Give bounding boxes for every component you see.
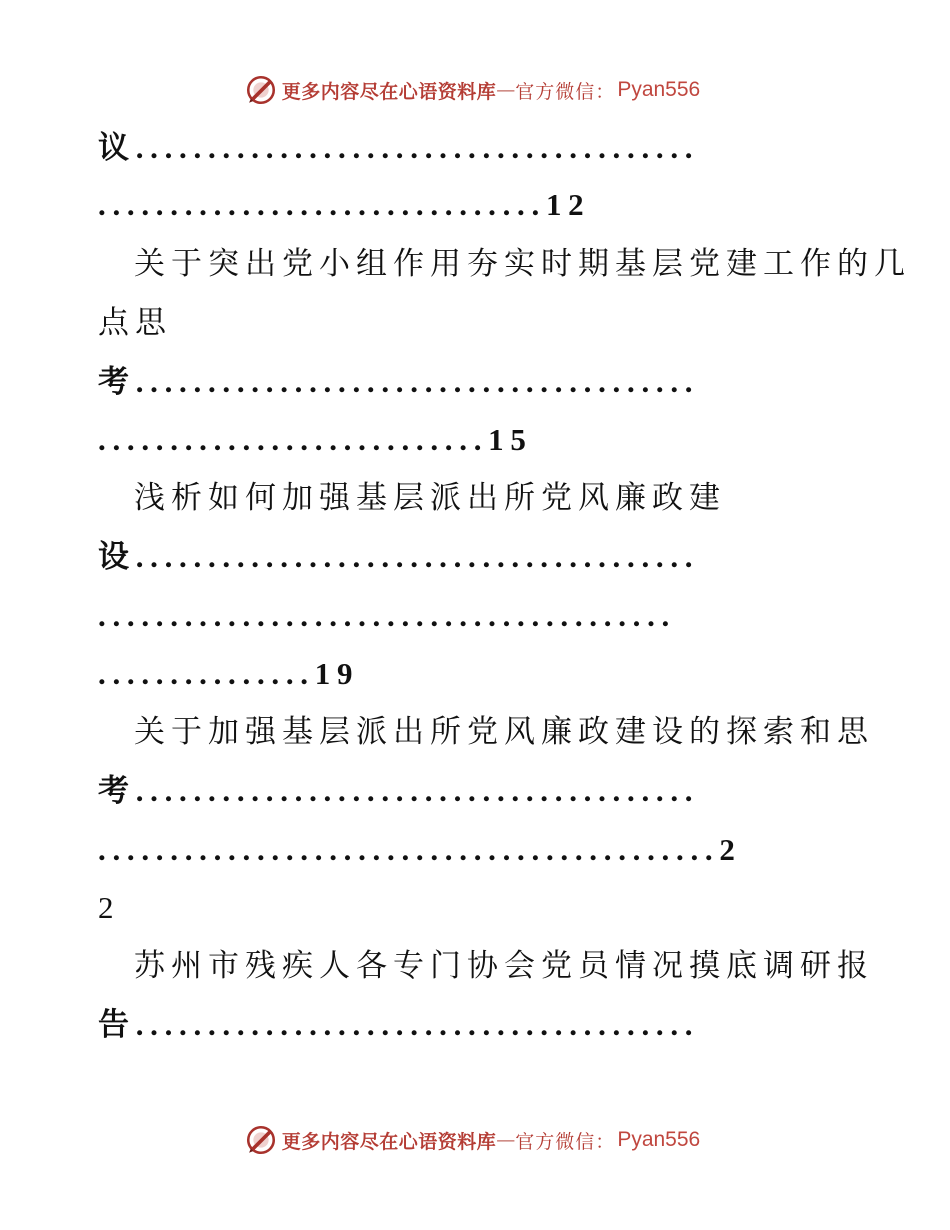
header-wechat-id: Pyan556 xyxy=(617,78,701,101)
header-slogan: 更多内容尽在心语资料库 xyxy=(281,80,497,103)
toc-line: ...........................................2 xyxy=(98,832,742,867)
toc-title: 苏州市残疾人各专门协会党员情况摸底调研报 xyxy=(134,948,874,984)
toc-title: 关于加强基层派出所党风廉政建设的探索和思 xyxy=(134,714,874,750)
toc-line: 设....................................... xyxy=(98,539,700,574)
toc-line: 告....................................... xyxy=(98,1007,700,1042)
toc-title: 关于突出党小组作用夯实时期基层党建工作的几 xyxy=(134,246,911,282)
toc-title: 点思 xyxy=(98,305,172,341)
footer-slogan: 更多内容尽在心语资料库 xyxy=(281,1130,497,1153)
footer-wechat-label: 官方微信： xyxy=(515,1130,616,1153)
toc-page-number: 2 xyxy=(98,890,115,925)
toc-line: ...........................15 xyxy=(98,422,533,457)
footer-dash: — xyxy=(496,1129,516,1151)
toc-line: 考....................................... xyxy=(98,364,700,399)
header-banner xyxy=(0,68,950,112)
toc-line: 考....................................... xyxy=(98,773,700,808)
toc-line: ...............................12 xyxy=(98,187,591,222)
toc-line: ...............19 xyxy=(98,656,360,691)
header-dash: — xyxy=(496,79,516,101)
header-wechat-label: 官方微信： xyxy=(515,80,616,103)
pen-logo-icon xyxy=(244,73,278,107)
toc-title: 浅析如何加强基层派出所党风廉政建 xyxy=(134,480,726,516)
pen-logo-icon xyxy=(244,1123,278,1157)
toc-line: 议....................................... xyxy=(98,130,700,165)
toc-line: ........................................ xyxy=(98,598,676,633)
footer-banner xyxy=(0,1118,950,1162)
footer-wechat-id: Pyan556 xyxy=(617,1128,701,1151)
